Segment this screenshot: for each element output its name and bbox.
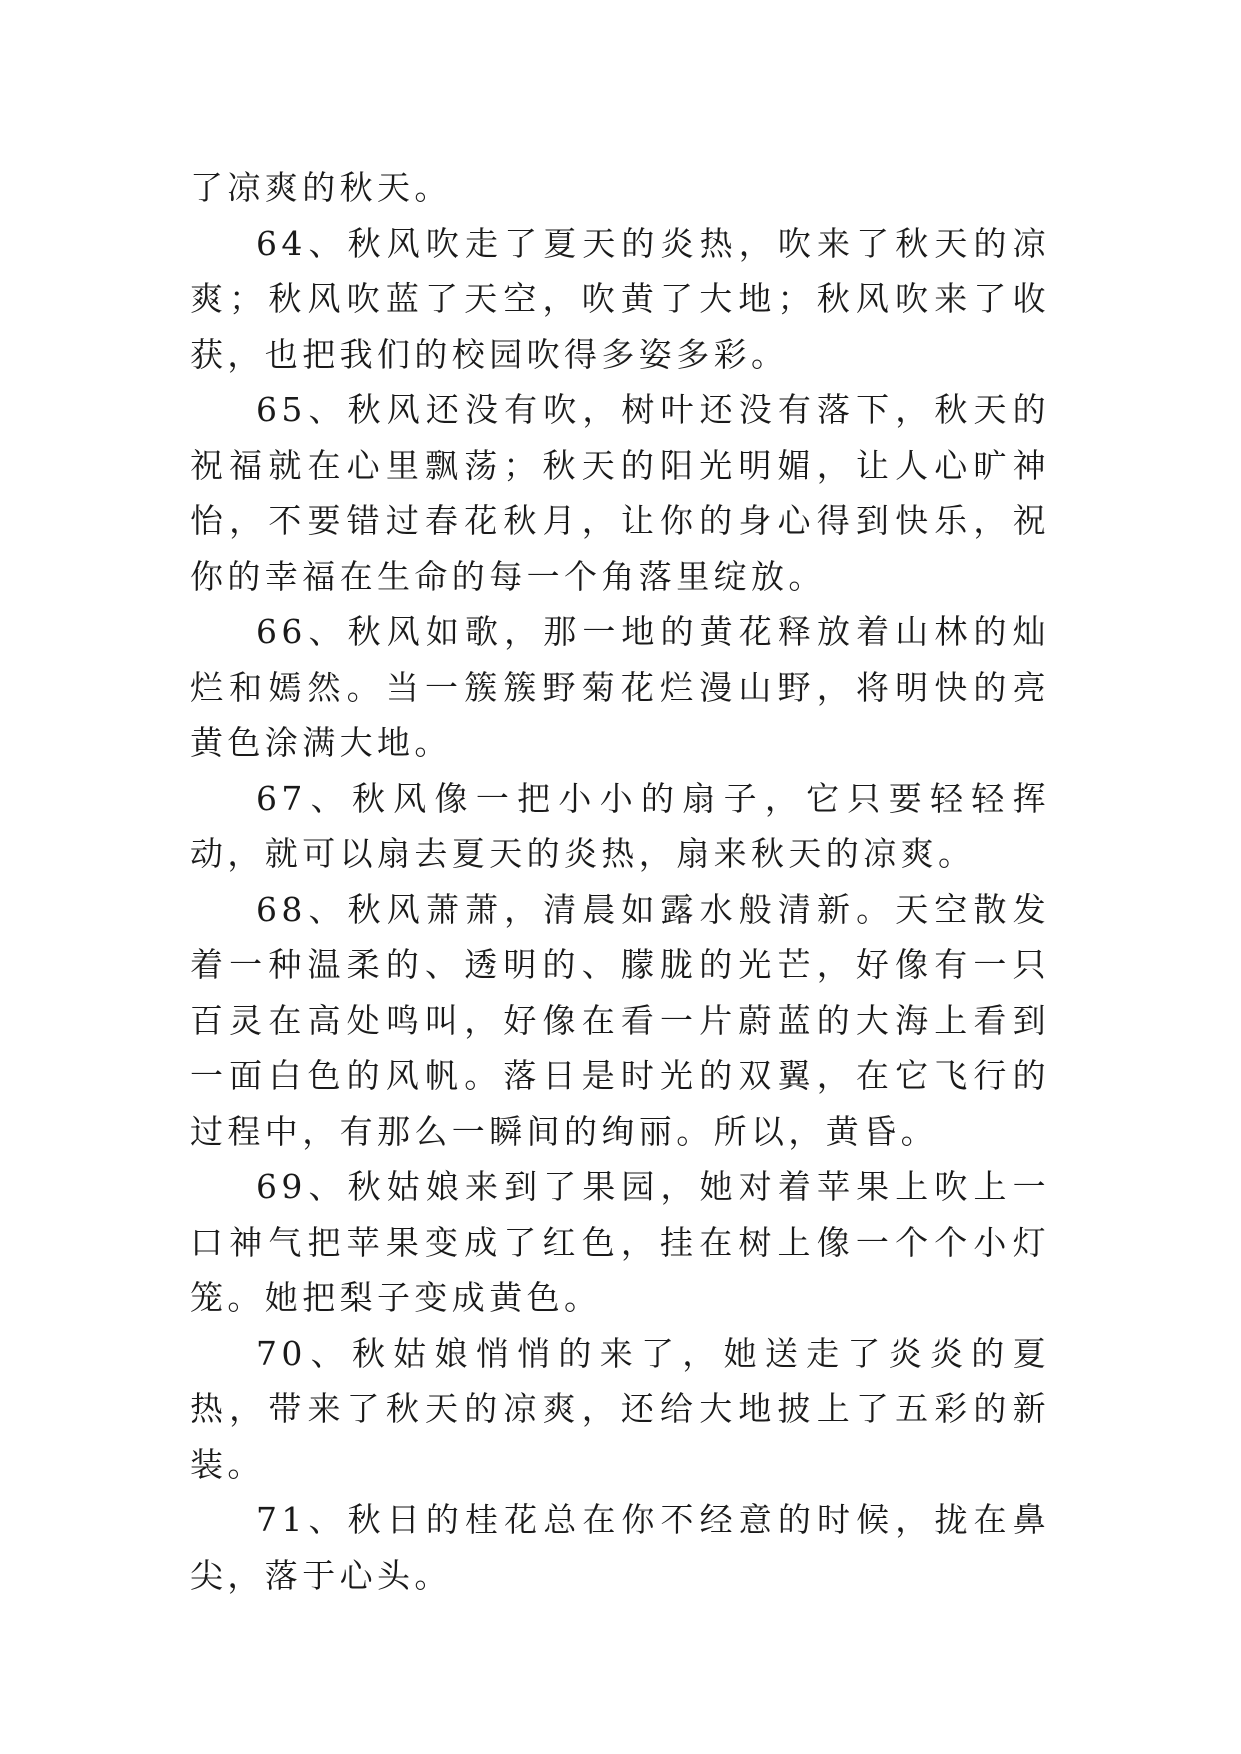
paragraph-70: 70、秋姑娘悄悄的来了，她送走了炎炎的夏热，带来了秋天的凉爽，还给大地披上了五彩的新装。 bbox=[190, 1333, 1050, 1484]
paragraph-68: 68、秋风萧萧，清晨如露水般清新。天空散发着一种温柔的、透明的、朦胧的光芒，好像有一只百灵在高处鸣叫，好像在看一片蔚蓝的大海上看到一面白色的风帆。落日是时光的双翼，在它飞行的过程中，有那么一瞬间的绚丽。所以，黄昏。 bbox=[190, 889, 1050, 1151]
paragraph-64: 64、秋风吹走了夏天的炎热，吹来了秋天的凉爽；秋风吹蓝了天空，吹黄了大地；秋风吹来了收获，也把我们的校园吹得多姿多彩。 bbox=[190, 223, 1050, 374]
document-body bbox=[190, 160, 1050, 1603]
paragraph-71: 71、秋日的桂花总在你不经意的时候，拢在鼻尖，落于心头。 bbox=[190, 1500, 1050, 1595]
paragraph-69: 69、秋姑娘来到了果园，她对着苹果上吹上一口神气把苹果变成了红色，挂在树上像一个个小灯笼。她把梨子变成黄色。 bbox=[190, 1167, 1050, 1317]
paragraph-66: 66、秋风如歌，那一地的黄花释放着山林的灿烂和嫣然。当一簇簇野菊花烂漫山野，将明快的亮黄色涂满大地。 bbox=[190, 612, 1050, 762]
paragraph-67: 67、秋风像一把小小的扇子，它只要轻轻挥动，就可以扇去夏天的炎热，扇来秋天的凉爽。 bbox=[190, 778, 1050, 873]
paragraph-65: 65、秋风还没有吹，树叶还没有落下，秋天的祝福就在心里飘荡；秋天的阳光明媚，让人心旷神怡，不要错过春花秋月，让你的身心得到快乐，祝你的幸福在生命的每一个角落里绽放。 bbox=[190, 390, 1050, 596]
paragraph-continuation: 了凉爽的秋天。 bbox=[190, 168, 452, 207]
